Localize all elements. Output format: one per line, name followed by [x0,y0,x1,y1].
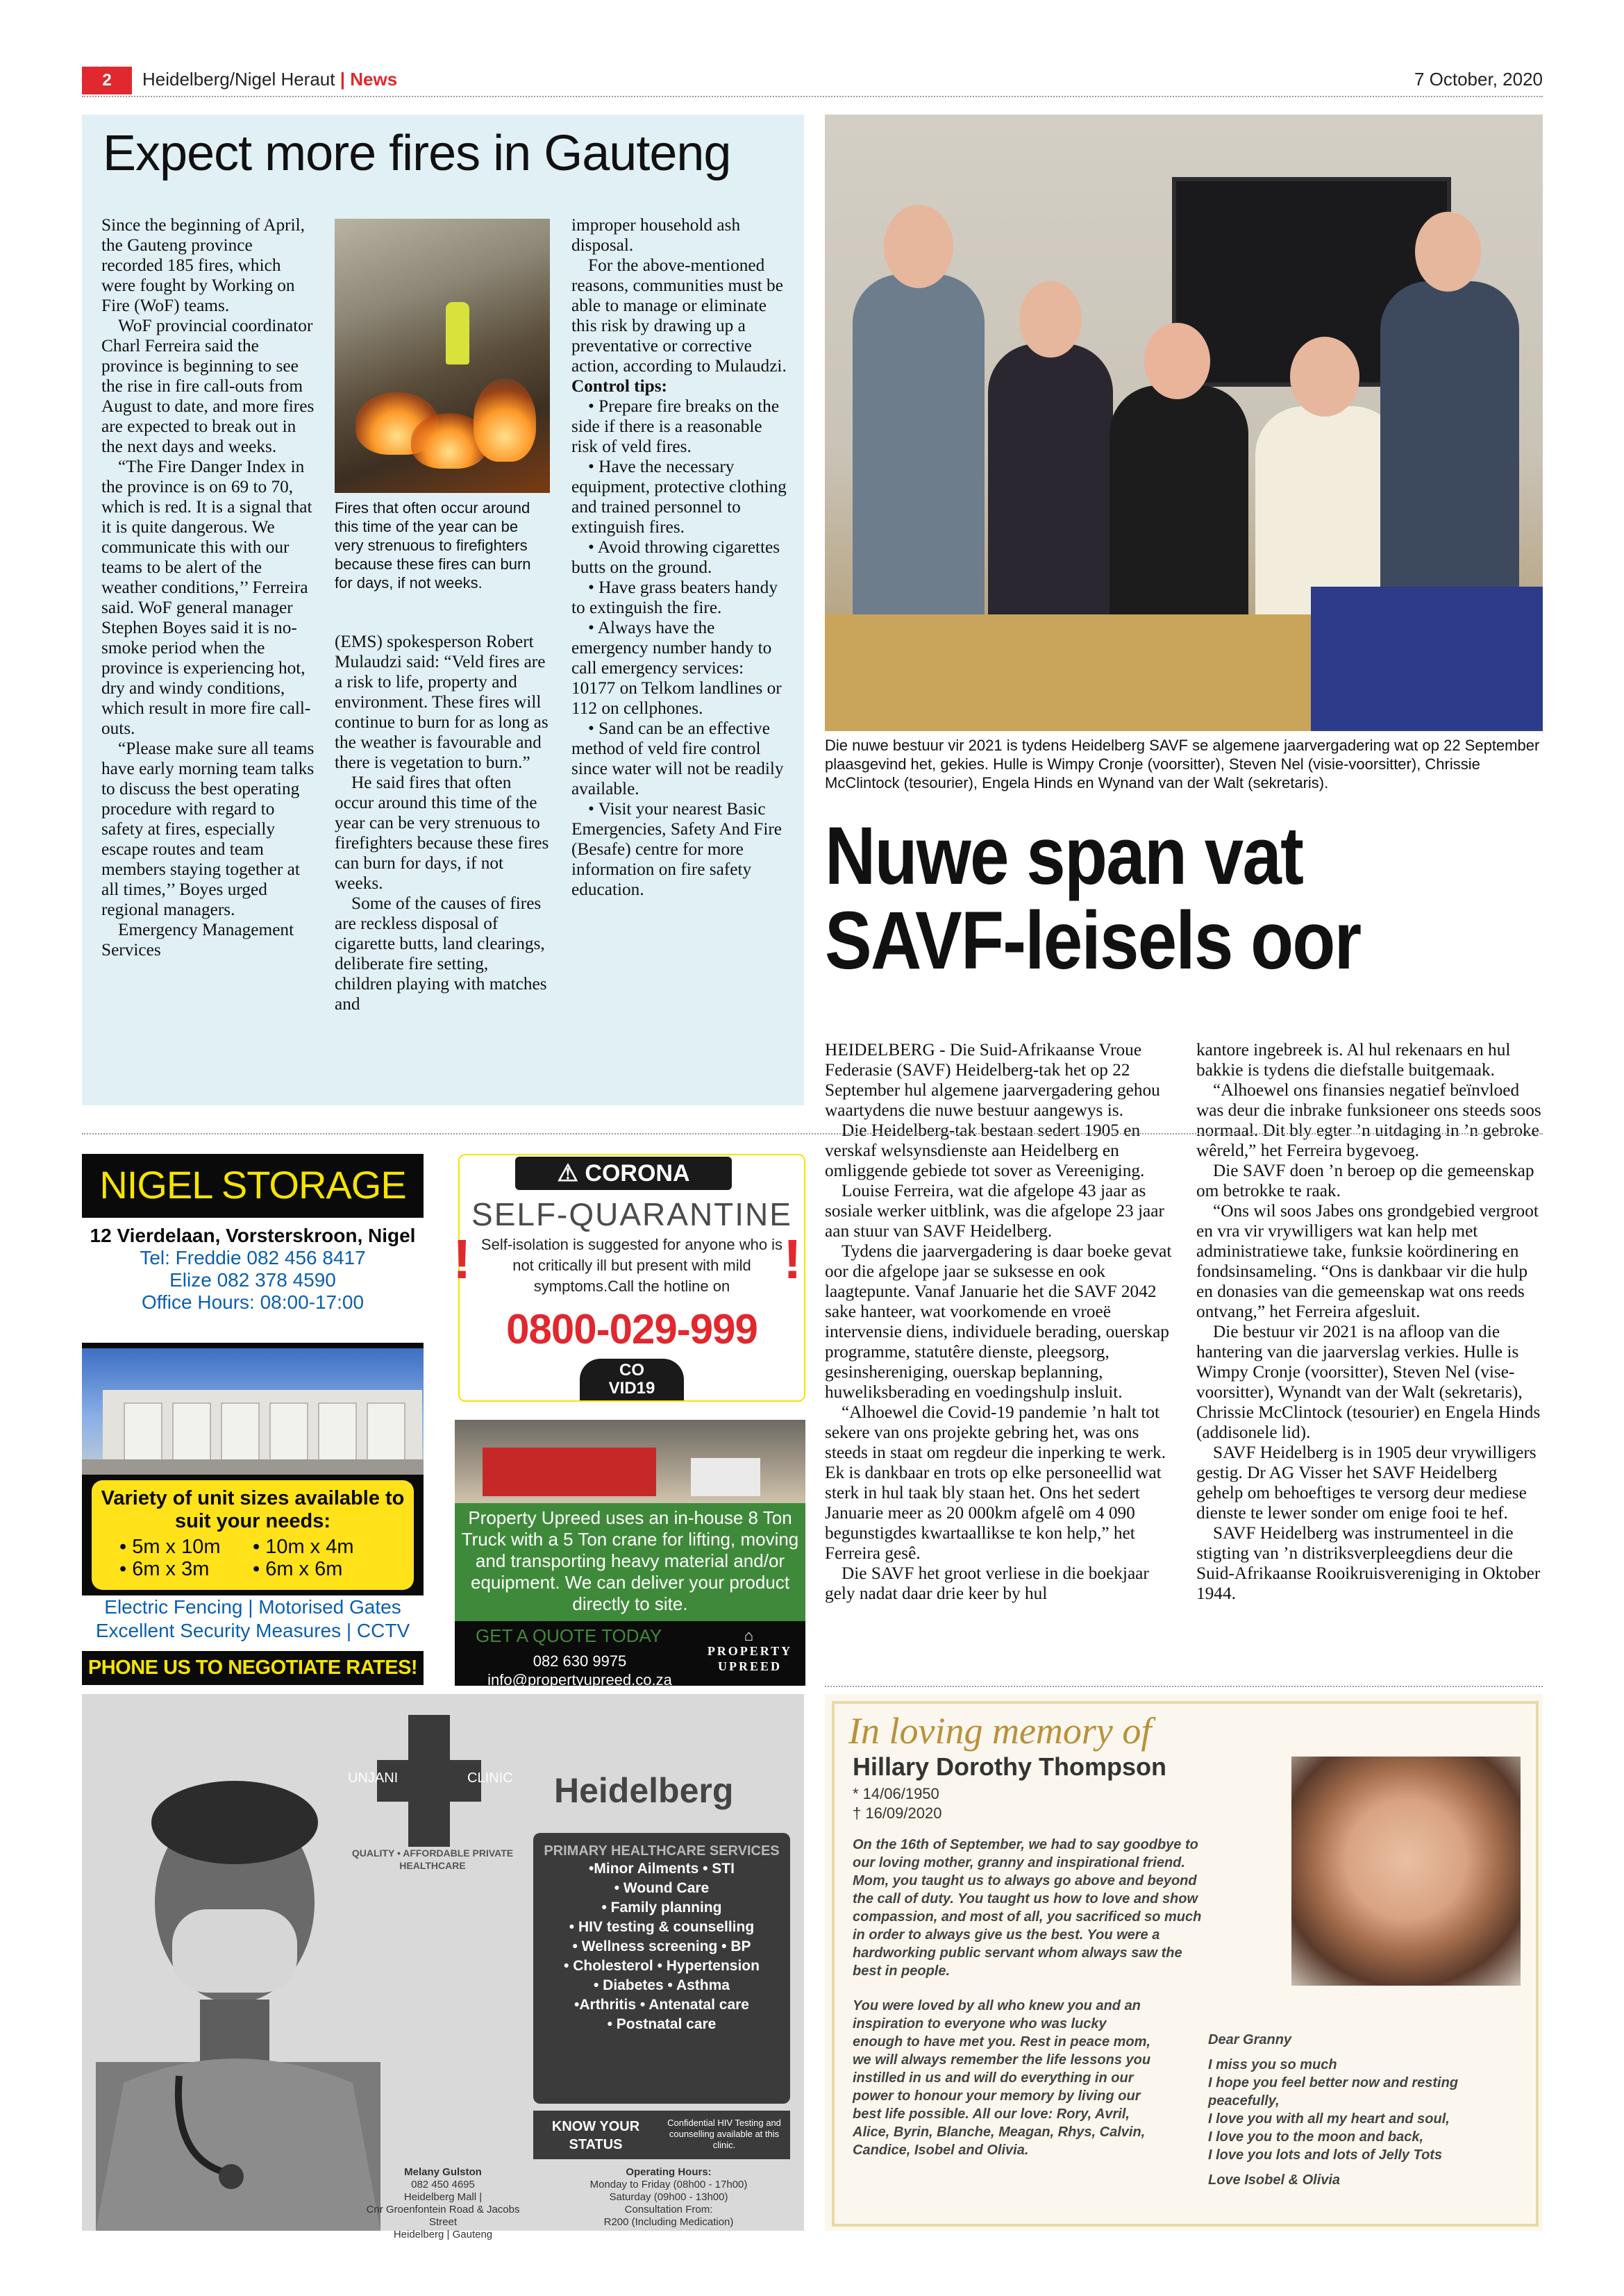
article-paragraph: “The Fire Danger Index in the province is on 69 to 70, which is red. It is a signal that it is quite dangerous. We communicate this with our teams to be alert of the weather conditions,’’ Ferreira said. WoF general manager Stephen Boyes said it is no-smoke period when the province is experiencing hot, dry and windy conditions, which result in more fire call-outs. [101,457,312,738]
storage-hours: Office Hours: 08:00-17:00 [141,1291,365,1313]
unjani-logo-text: UNJANI [348,1770,399,1786]
dear-granny-line: I miss you so much [1208,2057,1337,2072]
upreed-phone: 082 630 9975 [533,1652,627,1670]
article-paragraph: He said fires that often occur around this time of the year can be very strenuous to firefighters because these fires can burn for days, if not weeks. [335,773,549,893]
savf-headline [825,810,1446,987]
issue-date: 7 October, 2020 [1414,69,1543,90]
property-upreed-ad [455,1420,805,1689]
article-paragraph: • Prepare fire breaks on the side if there is a reasonable risk of veld fires. [571,396,780,456]
storage-phone-freddie: Tel: Freddie 082 456 8417 [140,1247,366,1268]
savf-headline-line-1: Nuwe span vat [825,810,1303,902]
article-paragraph: Die SAVF doen ’n beroep op die gemeenskap om betrokke te raak. [1196,1161,1534,1200]
article-paragraph: (EMS) spokesperson Robert Mulaudzi said: “Veld fires are a risk to life, property and environment. These fires will continue to burn for as long as the weather is favourable and there is vegetation to burn.” [335,632,549,772]
section-divider [82,1133,1543,1134]
storage-address: 12 Vierdelaan, Vorsterskroon, Nigel [90,1225,416,1246]
hours-weekday: Monday to Friday (08h00 - 17h00) [589,2179,748,2190]
storage-sizes-heading: Variety of unit sizes available to suit your needs: [101,1487,405,1532]
memorial-name: Hillary Dorothy Thompson [853,1752,1167,1781]
contact-address-1: Cnr Groenfontein Road & Jacobs Street [366,2204,520,2228]
fires-column-1 [101,215,317,960]
article-paragraph: • Sand can be an effective method of veld fire control since water will not be readily available. [571,719,784,798]
hours-saturday: Saturday (09h00 - 13h00) [609,2191,728,2203]
contact-address-2: Heidelberg | Gauteng [393,2229,493,2240]
dear-granny-line: I love you lots and lots of Jelly Tots [1208,2147,1443,2163]
article-paragraph: “Alhoewel die Covid-19 pandemie ’n halt tot sekere van ons projekte gebring het, was ons steeds in staat om regdeur die inperking te werk. Ek is dankbaar en trots op elke personeellid wat sterk in hul taak bly staan het. Ons het sedert Januarie meer as 20 000km afgelê om 4 090 begunstigdes kwartaallikse te kon help,” het Ferreira gesê. [825,1402,1166,1563]
covid19-logo [580,1359,684,1400]
memorial-dear-granny [1208,2031,1514,2196]
article-paragraph: Emergency Management Services [101,920,294,960]
consultation-price: R200 (Including Medication) [603,2216,734,2228]
dear-granny-line: Love Isobel & Olivia [1208,2172,1341,2188]
corona-hotline: 0800-029-999 [506,1306,757,1352]
publication-name [142,69,397,90]
storage-feature-line-2: Excellent Security Measures | CCTV [95,1620,410,1641]
birth-date: * 14/06/1950 [853,1785,939,1802]
page-number: 2 [82,67,132,94]
service-item: •Arthritis • Antenatal care [574,1997,749,2013]
service-item: • HIV testing & counselling [569,1919,755,1935]
fire-photo [335,219,550,493]
clinic-tagline: QUALITY • AFFORDABLE PRIVATE HEALTHCARE [351,1847,514,1871]
upreed-contact [476,1646,684,1689]
contact-place: Heidelberg Mall | [403,2191,483,2203]
unit-size: • 5m x 10m [119,1536,221,1558]
upreed-email: info@propertyupreed.co.za [487,1671,672,1689]
services-heading: PRIMARY HEALTHCARE SERVICES [544,1843,780,1859]
publication-title: Heidelberg/Nigel Heraut [142,69,335,90]
article-paragraph: Since the beginning of April, the Gauteng province recorded 185 fires, which were fought by Working on Fire (WoF) teams. [101,215,305,315]
fire-photo-caption: Fires that often occur around this time of the year can be very strenuous to firefighters because these fires can burn for days, if not weeks. [335,499,531,592]
storage-phone-elize: Elize 082 378 4590 [169,1269,336,1291]
article-paragraph: Louise Ferreira, wat die afgelope 43 jaar as sosiale werker uitblink, was die afgelope 23 jaar aan stuur van SAVF Heidelberg. [825,1181,1164,1241]
storage-features [82,1595,424,1651]
clinic-hours [561,2166,776,2229]
unit-size: • 6m x 6m [253,1558,343,1580]
storage-units-photo [82,1348,424,1475]
upreed-logo [705,1628,795,1674]
service-item: • Postnatal care [607,2016,717,2032]
service-item: • Cholesterol • Hypertension [564,1958,760,1974]
dear-granny-line: I love you to the moon and back, [1208,2129,1424,2145]
service-item: •Minor Ailments • STI [589,1861,735,1877]
memorial-portrait [1291,1757,1521,1986]
crane-truck-photo [455,1420,805,1503]
storage-title: NIGEL STORAGE [99,1163,406,1207]
section-name: News [350,69,398,90]
article-paragraph: “Ons wil soos Jabes ons grondgebied vergroot en vra vir vrywilligers wat kan help met administratiewe take, funksie koördinering en fondsinsameling. “Ons is dankbaar vir die hulp en donasies van die gemeenskap wat ons reeds ontvang,” het Ferreira afgesluit. [1196,1201,1539,1321]
article-paragraph: Die SAVF het groot verliese in die boekjaar gely nadat daar drie keer by hul [825,1564,1149,1603]
article-paragraph: WoF provincial coordinator Charl Ferreira said the province is beginning to see the rise in fire call-outs from August to date, and more fires are expected to break out in the next days and weeks. [101,316,315,456]
storage-contact-info [82,1218,424,1343]
services-list [533,1859,790,2034]
memorial-text-1: On the 16th of September, we had to say goodbye to our loving mother, granny and inspirational friend. Mom, you taught us to always go above and beyond the call of duty. You taught us how to love and show compassion, and most of all, you sacrificed so much in order to always give us the best. You were a hardworking public servant whom always saw the best in people. [853,1837,1202,1979]
article-paragraph: SAVF Heidelberg was instrumenteel in die stigting van ’n distriksverpleegdiens deur die Suid-Afrikaanse Rooikruisvereniging in Oktober 1944. [1196,1523,1541,1603]
savf-headline-line-2: SAVF-leisels oor [825,895,1361,987]
death-date: † 16/09/2020 [853,1804,942,1822]
fires-column-2 [335,632,550,1014]
article-paragraph: • Have the necessary equipment, protective clothing and trained personnel to extinguish fires. [571,457,787,537]
corona-heading: ⚠ CORONA [515,1157,732,1190]
unit-size: • 6m x 3m [119,1558,210,1580]
memorial-dates [853,1784,941,1823]
article-paragraph: improper household ash disposal. [571,215,741,255]
corona-advice: Self-isolation is suggested for anyone who is not critically ill but present with mild symptoms.Call the hotline on [480,1236,783,1295]
consultation-label: Consultation From: [624,2204,713,2215]
article-paragraph: For the above-mentioned reasons, communities must be able to manage or eliminate this risk by drawing up a preventative or corrective action, according to Mulaudzi. [571,255,787,376]
service-item: • Family planning [601,1900,722,1916]
article-paragraph: • Always have the emergency number handy to call emergency services: 10177 on Telkom landlines or 112 on cellphones. [571,618,782,718]
clinic-logo-text: CLINIC [467,1770,513,1786]
fires-headline: Expect more fires in Gauteng [103,126,731,181]
contact-phone: 082 450 4695 [411,2179,475,2190]
dear-granny-line: I hope you feel better now and resting peacefully, [1208,2075,1459,2109]
exclamation-icon: ! [783,1228,802,1290]
hours-heading: Operating Hours: [626,2166,712,2178]
article-paragraph: HEIDELBERG - Die Suid-Afrikaanse Vroue Federasie (SAVF) Heidelberg-tak het op 22 September hul algemene jaarvergadering gehou waartydens die nuwe bestuur aangewys is. [825,1040,1160,1120]
contact-name: Melany Gulston [404,2166,482,2178]
storage-phone-cta: PHONE US TO NEGOTIATE RATES! [87,1657,418,1679]
nurse-photo [96,1770,380,2231]
service-item: • Diabetes • Asthma [594,1977,730,1993]
memorial-text-2: You were loved by all who knew you and an inspiration to everyone who was lucky enough to have met you. Rest in peace mom, we will always remember the life lessons you instilled in us and will do everything in our power to honour your memory by living our best life possible. All our love: Rory, Avril, Alice, Byrin, Blanche, Meagan, Rhys, Calvin, Candice, Isobel and Olivia. [853,1998,1151,2158]
dear-granny-line: I love you with all my heart and soul, [1208,2111,1450,2127]
covid-logo-line-2: VID19 [608,1379,655,1398]
article-paragraph: Die Heidelberg-tak bestaan sedert 1905 en verskaf welsynsdienste aan Heidelberg en omliggende gebiede tot sover as Vereeniging. [825,1121,1145,1180]
covid-logo-line-1: CO [619,1361,644,1380]
upreed-logo-line-1: PROPERTY [707,1644,793,1658]
services-panel [533,1833,790,2104]
exclamation-icon: ! [453,1228,471,1290]
savf-column-2 [1196,1040,1543,1604]
savf-photo-caption: Die nuwe bestuur vir 2021 is tydens Heidelberg SAVF se algemene jaarvergadering wat op 22 September plaasgevind het, gekies. Hulle is Wimpy Cronje (voorsitter), Steven Nel (visie-voorsitter), Chrissie McClintock (tesourier), Engela Hinds en Wynand van der Walt (sekretaris). [825,737,1540,791]
article-paragraph: kantore ingebreek is. Al hul rekenaars en hul bakkie is tydens die diefstalle buitgemaak. [1196,1040,1511,1080]
header-divider: | [340,69,345,90]
article-paragraph: Some of the causes of fires are reckless disposal of cigarette butts, land clearings, deliberate fire setting, children playing with matches and [335,894,547,1014]
memorial-heading: In loving memory of [848,1710,1152,1752]
article-paragraph: Tydens die jaarvergadering is daar boeke gevat oor die afgelope jaar se suksesse en ook laagtepunte. Vanaf Januarie het die SAVF 2042 sake hanteer, wat voorkomende en vroeë intervensie diens, individuele berading, ouerskap programme, statutêre dienste, pleegsorg, gesinshereniging, ouerskap beplanning, huweliksberading en voedingshulp insluit. [825,1241,1172,1402]
article-paragraph: Control tips: [571,376,667,396]
unit-size: • 10m x 4m [253,1536,354,1558]
section-divider [825,1686,1543,1687]
self-quarantine-heading: SELF-QUARANTINE [471,1196,792,1232]
storage-sizes-box [92,1480,414,1590]
article-paragraph: • Visit your nearest Basic Emergencies, Safety And Fire (Besafe) centre for more information on fire safety education. [571,799,782,899]
article-paragraph: • Avoid throwing cigarettes butts on the ground. [571,537,780,577]
know-your-status-box [533,2111,790,2159]
upreed-logo-line-2: UPREED [717,1659,782,1673]
service-item: • Wellness screening • BP [572,1938,751,1954]
know-your-status: KNOW YOUR STATUS [551,2119,640,2152]
service-item: • Wound Care [614,1880,710,1896]
dear-granny-line: Dear Granny [1208,2032,1292,2047]
upreed-description: Property Upreed uses an in-house 8 Ton Truck with a 5 Ton crane for lifting, moving and transporting heavy material and/or equipment. We can deliver your product directly to site. [455,1503,805,1621]
home-icon: ⌂ [744,1627,756,1644]
savf-group-photo [825,115,1543,731]
nigel-storage-ad [82,1154,424,1685]
fires-column-3 [571,215,787,900]
article-paragraph: “Please make sure all teams have early morning team talks to discuss the best operating procedure with regard to safety at fires, especially escape routes and team members staying together at all times,’’ Boyes urged regional managers. [101,739,315,919]
unjani-clinic-ad [82,1694,804,2240]
header-rule [82,96,1543,97]
clinic-location: Heidelberg [554,1771,734,1810]
article-paragraph: “Alhoewel ons finansies negatief beïnvloed was deur die inbrake funksioneer ons steeds soos normaal. Dit bly egter ’n uitdaging in ’n gebroke wêreld,” het Ferreira bygevoeg. [1196,1080,1541,1160]
article-paragraph: • Have grass beaters handy to extinguish the fire. [571,578,778,617]
upreed-quote-cta: GET A QUOTE TODAY [476,1625,662,1646]
savf-column-1 [825,1040,1172,1604]
storage-feature-line-1: Electric Fencing | Motorised Gates [104,1596,401,1618]
hiv-testing-note: Confidential HIV Testing and counselling available at this clinic. [667,2118,781,2150]
clinic-contact [353,2166,533,2241]
storage-sizes-list [119,1536,386,1580]
article-paragraph: SAVF Heidelberg is in 1905 deur vrywilligers gestig. Dr AG Visser het SAVF Heidelberg gehelp om behoeftiges te versorg deur mediese dienste te lewer sonder om enige fooi te hef. [1196,1443,1537,1523]
article-paragraph: Die bestuur vir 2021 is na afloop van die hantering van die jaarverslag verkies. Hulle is Wimpy Cronje (voorsitter), Steven Nel (vise-voorsitter), Wynandt van der Walt (sekretaris), Chrissie McClintock (tesourier) en Engela Hinds (addisonele lid). [1196,1322,1541,1442]
